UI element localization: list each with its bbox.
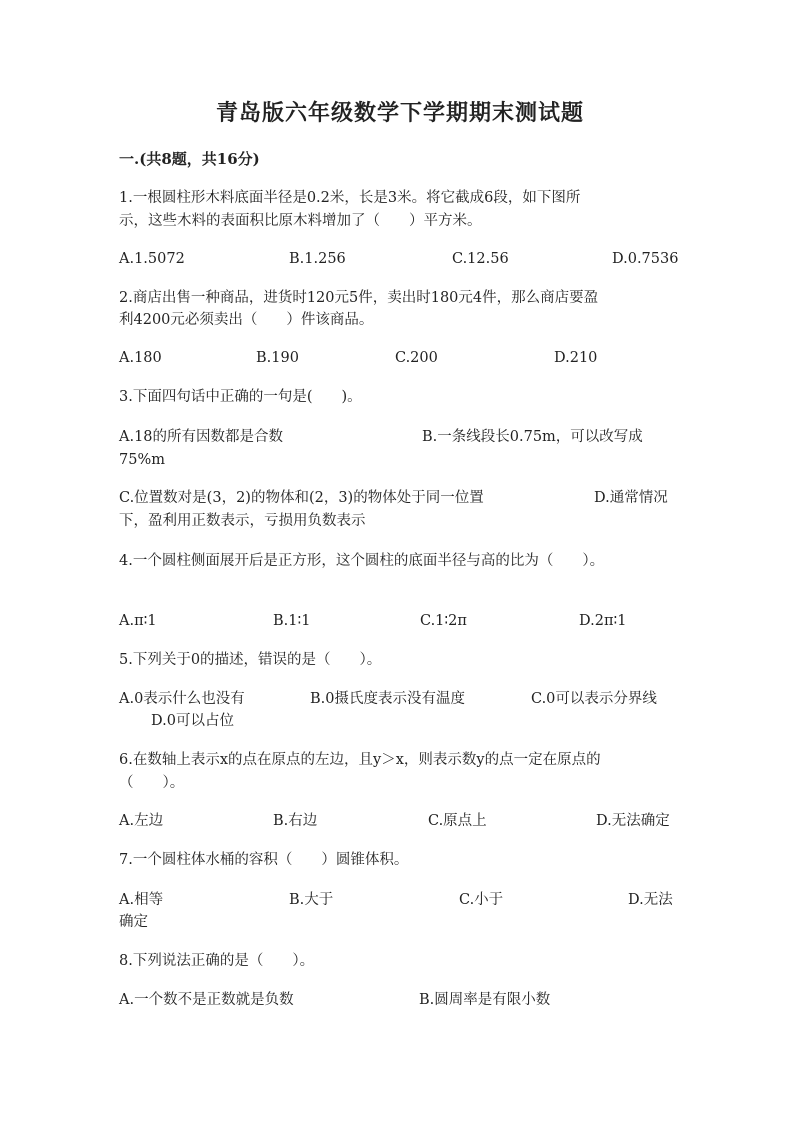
q2-option-b[interactable]: B.190 (256, 350, 299, 366)
q1-option-a[interactable]: A.1.5072 (119, 251, 185, 267)
q8-stem-line1: 8.下列说法正确的是（ ）。 (119, 953, 315, 969)
q5-stem-line1: 5.下列关于0的描述，错误的是（ ）。 (119, 652, 382, 668)
section-heading: 一.(共8题，共16分) (119, 150, 260, 168)
q7-option-a[interactable]: A.相等 (119, 892, 164, 908)
q1-option-c[interactable]: C.12.56 (452, 251, 509, 267)
q6-option-b[interactable]: B.右边 (273, 813, 318, 829)
q8-option-a[interactable]: A.一个数不是正数就是负数 (119, 992, 294, 1008)
q2-stem-line1: 2.商店出售一种商品，进货时120元5件，卖出时180元4件，那么商店要盈 (119, 290, 599, 306)
q3-option-d[interactable]: D.通常情况 (594, 490, 668, 506)
q3-option-b[interactable]: B.一条线段长0.75m，可以改写成 (422, 429, 643, 445)
q8-option-b[interactable]: B.圆周率是有限小数 (419, 992, 551, 1008)
q3-option-b-cont: 75%m (119, 452, 165, 468)
q4-option-d[interactable]: D.2π∶1 (579, 613, 627, 629)
q7-option-c[interactable]: C.小于 (459, 892, 504, 908)
q1-option-d[interactable]: D.0.7536 (612, 251, 679, 267)
q2-option-a[interactable]: A.180 (119, 350, 162, 366)
q3-option-d-cont: 下，盈利用正数表示，亏损用负数表示 (119, 513, 366, 529)
q1-option-b[interactable]: B.1.256 (289, 251, 346, 267)
q2-option-c[interactable]: C.200 (395, 350, 438, 366)
q4-option-a[interactable]: A.π∶1 (119, 613, 157, 629)
q6-option-c[interactable]: C.原点上 (428, 813, 487, 829)
page-title: 青岛版六年级数学下学期期末测试题 (215, 100, 584, 126)
q4-option-c[interactable]: C.1∶2π (420, 613, 467, 629)
q5-option-a[interactable]: A.0表示什么也没有 (119, 691, 245, 707)
q7-option-d[interactable]: D.无法 (628, 892, 673, 908)
q6-stem-line2: （ ）。 (119, 775, 185, 791)
q1-stem-line1: 1.一根圆柱形木料底面半径是0.2米，长是3米。将它截成6段，如下图所 (119, 190, 581, 206)
q7-option-d-cont: 确定 (119, 914, 148, 930)
q5-option-d[interactable]: D.0可以占位 (151, 713, 234, 729)
q5-option-c[interactable]: C.0可以表示分界线 (531, 691, 657, 707)
q7-option-b[interactable]: B.大于 (289, 892, 334, 908)
q6-option-d[interactable]: D.无法确定 (596, 813, 670, 829)
q4-option-b[interactable]: B.1∶1 (273, 613, 311, 629)
q6-stem-line1: 6.在数轴上表示x的点在原点的左边，且y＞x，则表示数y的点一定在原点的 (119, 752, 601, 768)
q3-option-a[interactable]: A.18的所有因数都是合数 (119, 429, 284, 445)
q6-option-a[interactable]: A.左边 (119, 813, 164, 829)
q1-stem-line2: 示，这些木料的表面积比原木料增加了（ ）平方米。 (119, 213, 482, 229)
q3-stem-line1: 3.下面四句话中正确的一句是( )。 (119, 389, 362, 405)
q7-stem-line1: 7.一个圆柱体水桶的容积（ ）圆锥体积。 (119, 852, 409, 868)
q2-stem-line2: 利4200元必须卖出（ ）件该商品。 (119, 312, 374, 328)
q5-option-b[interactable]: B.0摄氏度表示没有温度 (310, 691, 465, 707)
q4-stem-line1: 4.一个圆柱侧面展开后是正方形，这个圆柱的底面半径与高的比为（ ）。 (119, 553, 605, 569)
q2-option-d[interactable]: D.210 (554, 350, 598, 366)
q3-option-c[interactable]: C.位置数对是(3，2)的物体和(2，3)的物体处于同一位置 (119, 490, 484, 506)
